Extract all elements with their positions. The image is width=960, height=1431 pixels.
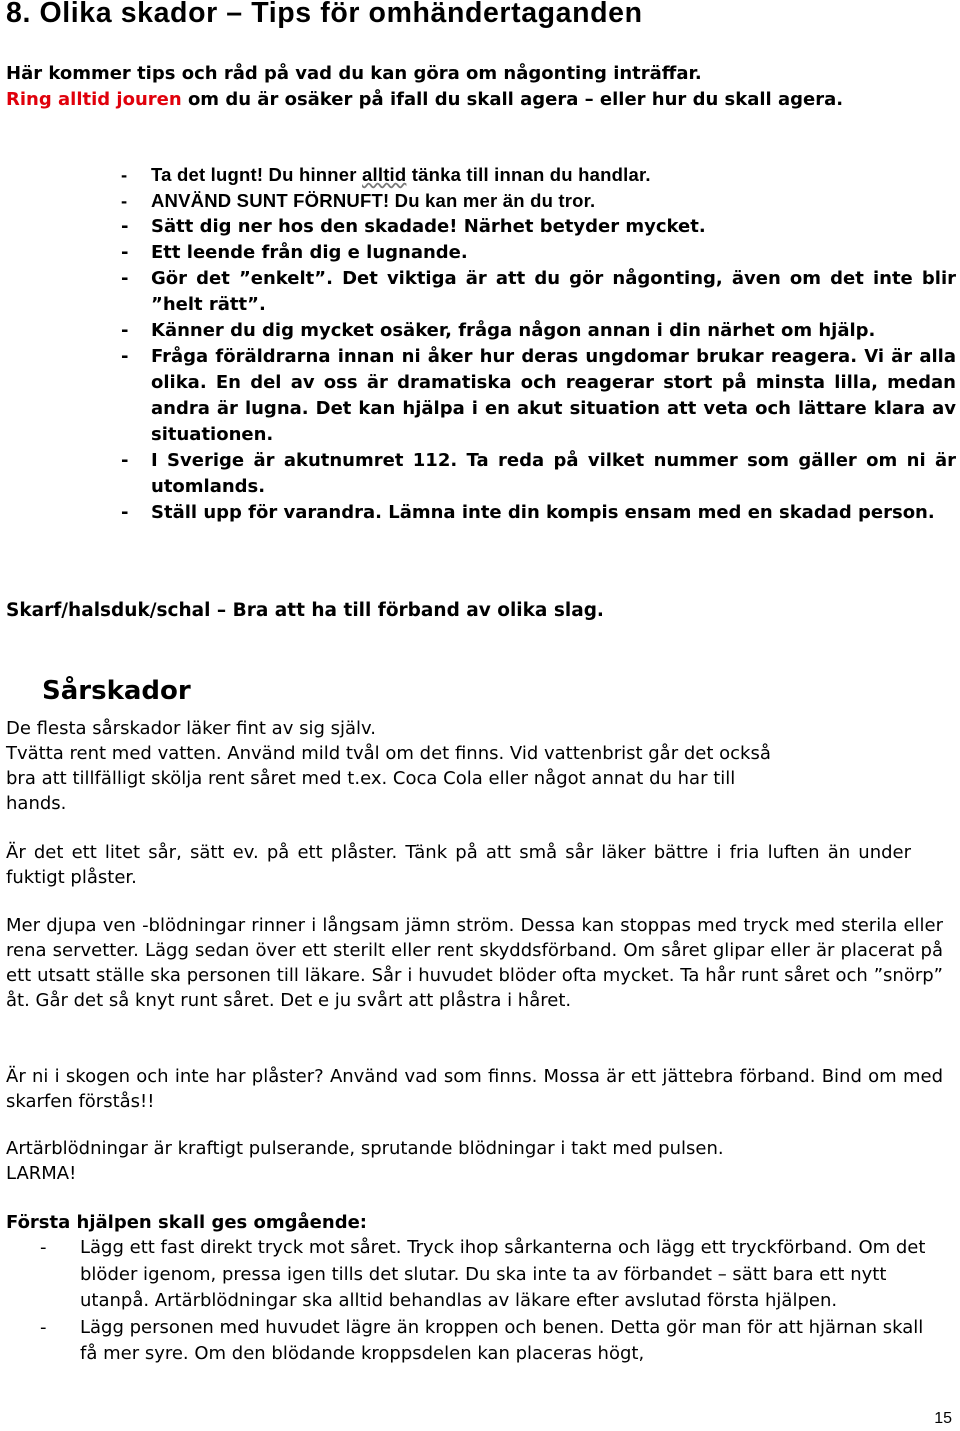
list-item: - Ta det lugnt! Du hinner alltid tänka till innan du handlar. <box>121 164 651 185</box>
section-heading: Sårskador <box>42 676 191 706</box>
list-item: - Fråga föräldrarna innan ni åker hur deras ungdomar brukar reagera. Vi är alla olika. En del av oss är dramatiska och reagerar stort på minsta lilla, medan andra är lugna. Det kan hjälpa i en akut situation att veta och lättare klara av situationen. <box>121 346 956 445</box>
list-item: - Ett leende från dig e lugnande. <box>121 242 468 263</box>
first-aid-heading: Första hjälpen skall ges omgående: <box>6 1212 367 1233</box>
paragraph-small-wound: Är det ett litet sår, sätt ev. på ett plåster. Tänk på att små sår läker bättre i fria luften än under fuktigt plåster. <box>6 842 911 888</box>
intro-paragraph <box>6 61 936 113</box>
paragraph-intro: De flesta sårskador läker fint av sig själv. Tvätta rent med vatten. Använd mild tvål om det finns. Vid vattenbrist går det också bra att tillfälligt skölja rent såret med t.ex. Coca Cola eller något annat du har till hands. <box>6 718 771 814</box>
list-item: - Gör det ”enkelt”. Det viktiga är att du gör någonting, även om det inte blir ”helt rätt”. <box>121 268 956 315</box>
paragraph-arterial: Artärblödningar är kraftigt pulserande, sprutande blödningar i takt med pulsen. LARMA! <box>6 1138 724 1184</box>
intro-rest: om du är osäker på ifall du skall agera – eller hur du skall agera. <box>181 89 844 110</box>
first-aid-steps <box>0 1235 930 1368</box>
list-item: - Ställ upp för varandra. Lämna inte din kompis ensam med en skadad person. <box>121 502 935 523</box>
list-item: - ANVÄND SUNT FÖRNUFT! Du kan mer än du tror. <box>121 190 596 211</box>
scarf-note: Skarf/halsduk/schal – Bra att ha till förband av olika slag. <box>6 600 604 621</box>
list-item: - I Sverige är akutnumret 112. Ta reda på vilket nummer som gäller om ni är utomlands. <box>121 450 956 497</box>
paragraph-forest: Är ni i skogen och inte har plåster? Använd vad som finns. Mossa är ett jättebra förband. Bind om med skarfen förstås!! <box>6 1066 943 1112</box>
list-item: - Lägg ett fast direkt tryck mot såret. Tryck ihop sårkanterna och lägg ett tryckförband. Om det blöder igenom, pressa igen tills det slutar. Du ska inte ta av förbandet – sätt bara ett nytt utanpå. Artärblödningar ska alltid behandlas av läkare efter avslutad första hjälpen. <box>40 1237 926 1311</box>
list-item: - Sätt dig ner hos den skadade! Närhet betyder mycket. <box>121 216 706 237</box>
page-number: 15 <box>934 1410 952 1427</box>
intro-line: Här kommer tips och råd på vad du kan göra om någonting inträffar. <box>6 63 702 84</box>
tips-list <box>0 162 960 526</box>
page-title: 8. Olika skador – Tips för omhändertaganden <box>6 0 643 29</box>
paragraph-venous-bleeding: Mer djupa ven -blödningar rinner i långsam jämn ström. Dessa kan stoppas med tryck med sterila eller rena servetter. Lägg sedan över ett sterilt eller rent skyddsförband. Om såret glipar eller är placerat på ett utsatt ställe ska personen till läkare. Sår i huvudet blöder ofta mycket. Ta hår runt såret och ”snörp” åt. Går det så knyt runt såret. Det e ju svårt att plåstra i håret. <box>6 915 943 1011</box>
list-item: - Känner du dig mycket osäker, fråga någon annan i din närhet om hjälp. <box>121 320 876 341</box>
intro-red-text: Ring alltid jouren <box>6 89 182 110</box>
list-item: - Lägg personen med huvudet lägre än kroppen och benen. Detta gör man för att hjärnan skall få mer syre. Om den blödande kroppsdelen kan placeras högt, <box>40 1316 924 1364</box>
underlined-word: alltid <box>362 164 407 185</box>
